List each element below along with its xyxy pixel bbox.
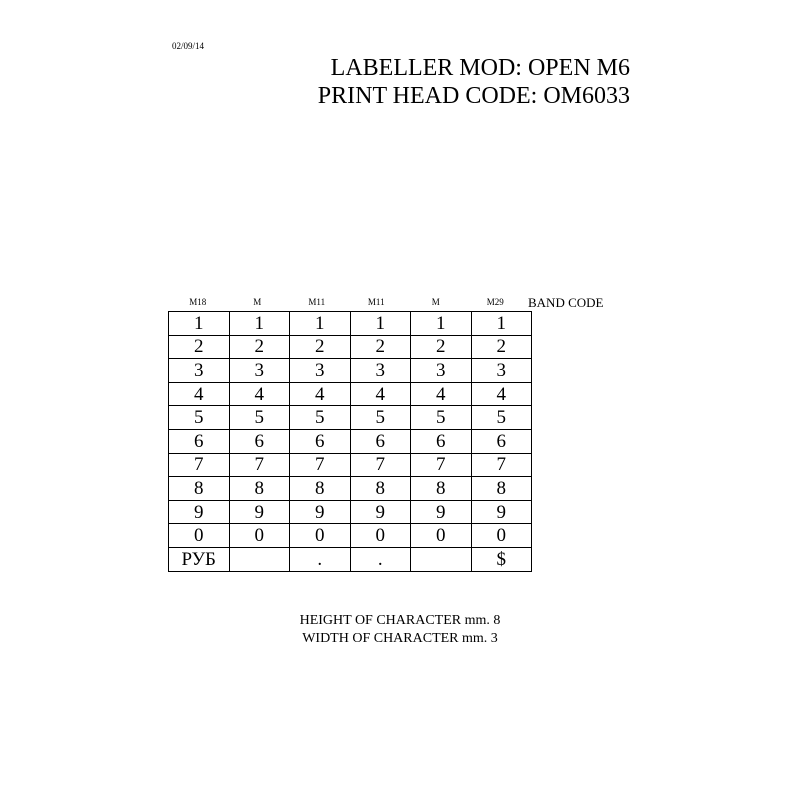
table-cell: 6 — [290, 429, 351, 453]
character-band-body — [169, 312, 532, 572]
table-cell: 8 — [169, 477, 230, 501]
table-cell: 8 — [229, 477, 290, 501]
table-cell — [229, 547, 290, 571]
table-cell: 0 — [350, 524, 411, 548]
band-code-header: M29 — [486, 297, 504, 307]
table-cell: . — [290, 547, 351, 571]
table-cell: 1 — [411, 312, 472, 336]
table-row — [169, 312, 532, 336]
table-cell: 9 — [471, 500, 532, 524]
table-cell: 3 — [290, 359, 351, 383]
table-cell: 9 — [290, 500, 351, 524]
table-cell: 0 — [290, 524, 351, 548]
table-cell: 5 — [290, 406, 351, 430]
table-cell: 9 — [350, 500, 411, 524]
table-cell: 4 — [411, 382, 472, 406]
table-cell: 0 — [411, 524, 472, 548]
table-cell: 9 — [169, 500, 230, 524]
table-row — [169, 429, 532, 453]
table-cell: 7 — [411, 453, 472, 477]
table-cell: 1 — [169, 312, 230, 336]
print-head-code-title: PRINT HEAD CODE: OM6033 — [317, 83, 630, 109]
table-cell: 8 — [290, 477, 351, 501]
character-band-table — [168, 311, 532, 572]
table-cell: 7 — [169, 453, 230, 477]
table-row — [169, 547, 532, 571]
table-cell: 6 — [471, 429, 532, 453]
table-cell: 0 — [169, 524, 230, 548]
table-cell: 9 — [411, 500, 472, 524]
title-block — [318, 54, 630, 110]
table-cell: 1 — [350, 312, 411, 336]
table-cell: 4 — [169, 382, 230, 406]
table-cell: 8 — [471, 477, 532, 501]
band-code-header: M11 — [367, 297, 385, 307]
table-cell: 3 — [350, 359, 411, 383]
table-cell: 7 — [229, 453, 290, 477]
band-code-header: M11 — [308, 297, 326, 307]
character-dimensions — [250, 612, 550, 648]
table-row — [169, 453, 532, 477]
band-code-label: BAND CODE — [528, 295, 604, 310]
table-cell: 0 — [471, 524, 532, 548]
table-row — [169, 524, 532, 548]
table-cell: 0 — [229, 524, 290, 548]
document-date: 02/09/14 — [172, 41, 205, 51]
table-cell: 4 — [290, 382, 351, 406]
table-cell: 6 — [169, 429, 230, 453]
table-cell: 5 — [471, 406, 532, 430]
table-cell: 7 — [290, 453, 351, 477]
table-row — [169, 477, 532, 501]
table-cell: 6 — [229, 429, 290, 453]
table-row — [169, 500, 532, 524]
table-cell: 9 — [229, 500, 290, 524]
table-cell: 4 — [229, 382, 290, 406]
band-code-header: M — [253, 297, 262, 307]
table-cell: 8 — [350, 477, 411, 501]
table-cell: 2 — [229, 335, 290, 359]
character-height-text: HEIGHT OF CHARACTER mm. 8 — [299, 613, 501, 628]
table-cell: РУБ — [169, 547, 230, 571]
table-cell: 1 — [471, 312, 532, 336]
table-cell: 2 — [350, 335, 411, 359]
table-cell: 1 — [229, 312, 290, 336]
table-cell: 3 — [471, 359, 532, 383]
table-cell: 7 — [350, 453, 411, 477]
table-cell: 3 — [411, 359, 472, 383]
table-cell: 4 — [471, 382, 532, 406]
table-row — [169, 382, 532, 406]
band-code-header-row — [168, 296, 525, 308]
table-row — [169, 406, 532, 430]
table-cell: 6 — [350, 429, 411, 453]
table-cell: 4 — [350, 382, 411, 406]
table-cell: 5 — [229, 406, 290, 430]
table-cell: 2 — [169, 335, 230, 359]
table-cell: 3 — [169, 359, 230, 383]
table-cell: 3 — [229, 359, 290, 383]
table-row — [169, 335, 532, 359]
table-cell: 5 — [411, 406, 472, 430]
table-row — [169, 359, 532, 383]
table-cell: 5 — [350, 406, 411, 430]
table-cell: 5 — [169, 406, 230, 430]
band-code-header: M18 — [189, 297, 207, 307]
band-code-header: M — [431, 297, 440, 307]
character-width-text: WIDTH OF CHARACTER mm. 3 — [302, 631, 498, 646]
table-cell: 8 — [411, 477, 472, 501]
table-cell: 2 — [471, 335, 532, 359]
table-cell: 2 — [290, 335, 351, 359]
table-cell: 2 — [411, 335, 472, 359]
table-cell — [411, 547, 472, 571]
table-cell: $ — [471, 547, 532, 571]
table-cell: 6 — [411, 429, 472, 453]
table-cell: . — [350, 547, 411, 571]
labeller-model-title: LABELLER MOD: OPEN M6 — [330, 55, 630, 81]
table-cell: 1 — [290, 312, 351, 336]
table-cell: 7 — [471, 453, 532, 477]
